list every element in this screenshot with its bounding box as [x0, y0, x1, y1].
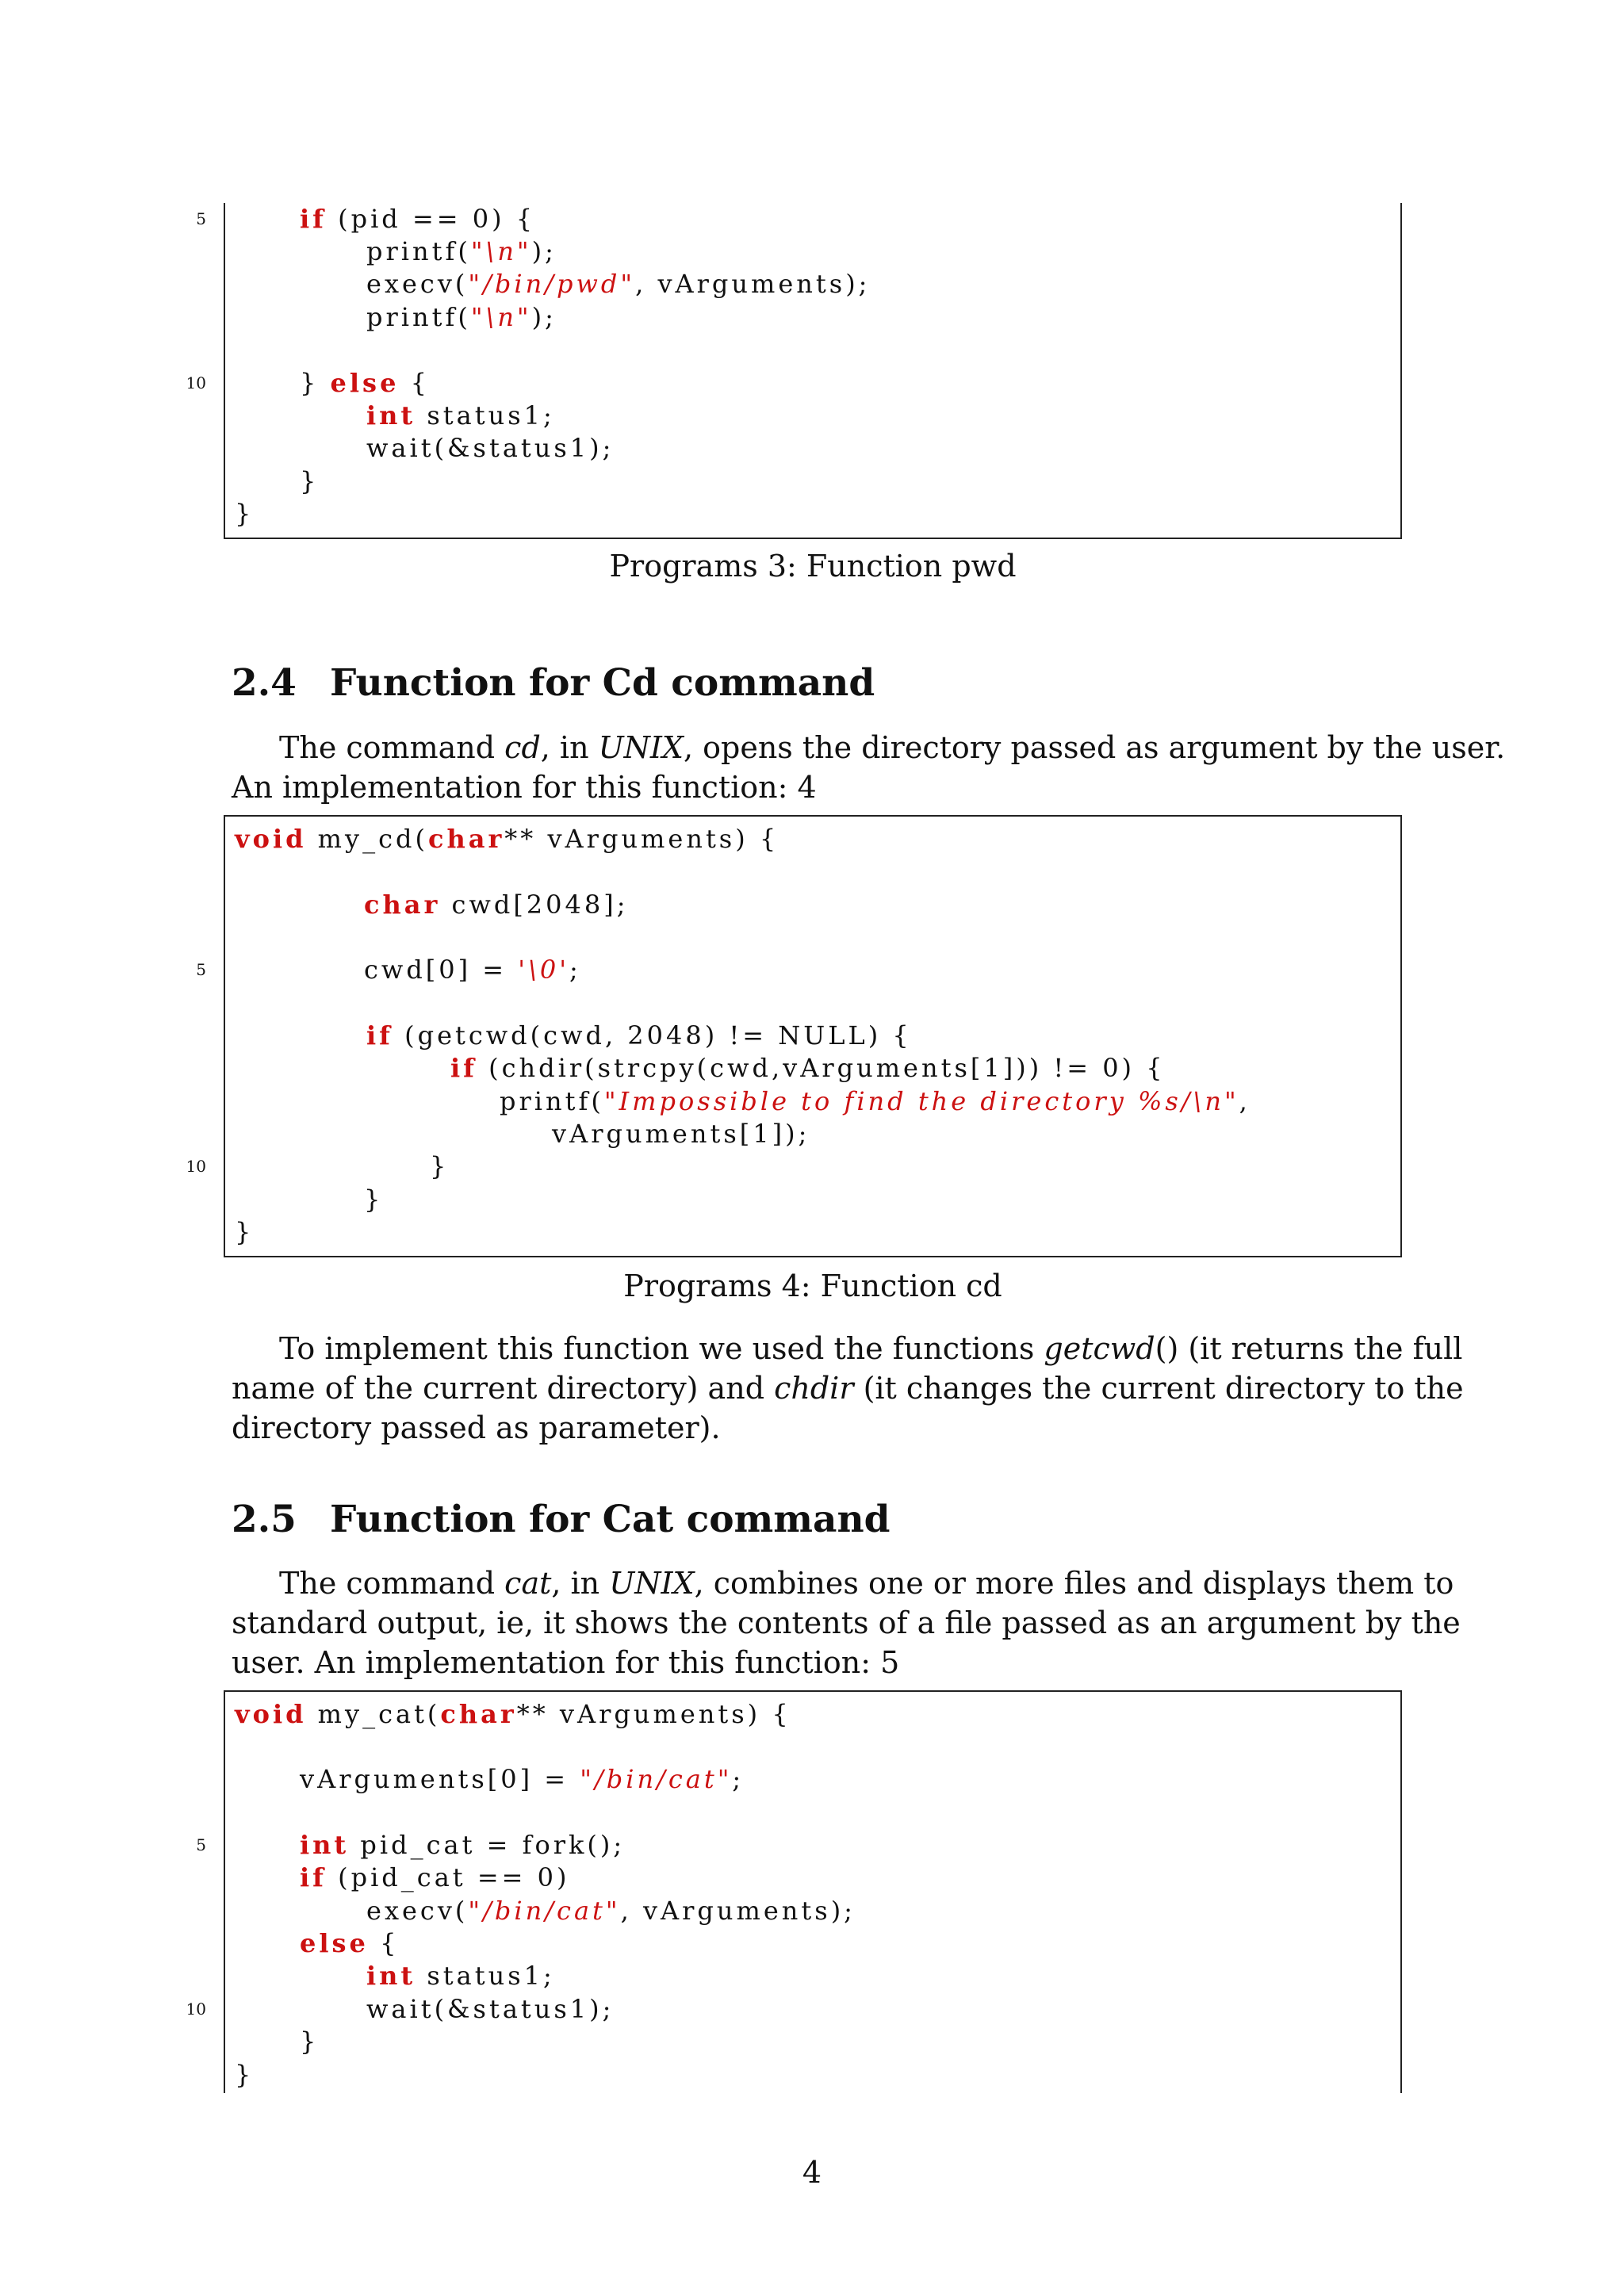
- code-line: [450, 1052, 1166, 1085]
- section-2-5-heading: [232, 1498, 891, 1542]
- code-line: [500, 1085, 1251, 1119]
- section-2-4-heading: [232, 661, 875, 706]
- code-keyword: char: [440, 1699, 517, 1729]
- code-text: , vArguments);: [635, 269, 871, 299]
- code-text: vArguments[1]);: [552, 1119, 810, 1149]
- code-keyword: char: [364, 890, 441, 920]
- code-text: printf(: [366, 302, 471, 332]
- code-text: (pid == 0) {: [326, 204, 536, 234]
- code-string: "Impossible to find the directory %s/\n": [603, 1086, 1239, 1116]
- code-keyword: int: [366, 400, 416, 430]
- code-text: execv(: [366, 269, 469, 299]
- line-number: 5: [196, 209, 206, 228]
- section-title: Function for Cat command: [330, 1498, 891, 1541]
- code-text: ,: [1239, 1086, 1251, 1116]
- paragraph-line: The command cat, in UNIX, combines one or more files and displays them to: [279, 1566, 1454, 1601]
- paragraph-line: standard output, ie, it shows the contents of a file passed as an argument by the: [232, 1605, 1461, 1640]
- code-text: {: [399, 368, 430, 398]
- code-keyword: char: [427, 824, 505, 854]
- code-text: ;: [732, 1764, 745, 1794]
- code-keyword: if: [300, 1862, 327, 1892]
- code-text: ** vArguments) {: [504, 824, 779, 854]
- paragraph-line: name of the current directory) and chdir (it changes the current directory to the: [232, 1371, 1464, 1406]
- code-text: }: [364, 1184, 384, 1215]
- code-text: );: [531, 302, 557, 332]
- code-line: [366, 400, 555, 433]
- section-number: 2.4: [232, 661, 297, 705]
- code-line: [430, 1150, 449, 1184]
- code-line: [366, 1020, 912, 1053]
- code-text: (pid_cat == 0): [326, 1862, 570, 1892]
- code-text: }: [235, 1217, 255, 1247]
- code-keyword: if: [300, 204, 327, 234]
- code-text: cwd[0] =: [364, 955, 519, 985]
- code-line: [300, 1927, 399, 1961]
- code-line: [364, 1184, 383, 1217]
- code-text: , vArguments);: [620, 1896, 856, 1926]
- paragraph-line: The command cd, in UNIX, opens the directory passed as argument by the user.: [279, 730, 1506, 765]
- code-keyword: else: [300, 1928, 369, 1958]
- code-string: "\n": [470, 302, 532, 332]
- code-text: (getcwd(cwd, 2048) != NULL) {: [393, 1020, 912, 1050]
- code-text: pid_cat = fork();: [349, 1830, 626, 1860]
- code-text: cwd[2048];: [440, 890, 629, 920]
- code-text: }: [300, 2026, 320, 2057]
- code-line: [366, 268, 870, 301]
- code-text: (chdir(strcpy(cwd,vArguments[1])) != 0) {: [477, 1053, 1166, 1083]
- line-number: 10: [186, 1157, 206, 1176]
- line-number: 5: [196, 1835, 206, 1854]
- listing-3-caption: Programs 3: Function pwd: [609, 549, 1017, 584]
- code-line: [300, 1862, 569, 1895]
- code-line: [235, 823, 779, 856]
- code-keyword: if: [366, 1020, 393, 1050]
- code-text: printf(: [500, 1086, 604, 1116]
- code-text: my_cat(: [306, 1699, 441, 1729]
- code-keyword: void: [235, 824, 307, 854]
- code-line: [366, 1895, 856, 1928]
- code-text: }: [235, 2060, 255, 2090]
- code-line: [300, 1829, 625, 1862]
- paragraph-line: To implement this function we used the functions getcwd() (it returns the full: [279, 1331, 1463, 1366]
- code-text: status1;: [416, 1961, 555, 1991]
- code-string: "/bin/pwd": [468, 269, 636, 299]
- code-keyword: int: [300, 1830, 350, 1860]
- code-line: [364, 954, 581, 987]
- code-keyword: else: [330, 368, 400, 398]
- paragraph-line: user. An implementation for this function: 5: [232, 1645, 900, 1680]
- code-line: [235, 1216, 254, 1249]
- code-line: [366, 235, 557, 269]
- line-number: 10: [186, 373, 206, 392]
- code-text: {: [368, 1928, 400, 1958]
- code-text: }: [430, 1151, 450, 1181]
- code-line: [235, 1698, 791, 1732]
- line-number: 10: [186, 1999, 206, 2019]
- code-line: [300, 2026, 319, 2059]
- code-keyword: if: [450, 1053, 477, 1083]
- code-line: [366, 432, 614, 465]
- code-string: "/bin/cat": [468, 1896, 621, 1926]
- page-number: 4: [802, 2155, 822, 2190]
- code-string: '\0': [518, 955, 570, 985]
- code-text: ;: [569, 955, 581, 985]
- code-line: [366, 301, 557, 335]
- section-number: 2.5: [232, 1498, 297, 1541]
- code-text: ** vArguments) {: [516, 1699, 791, 1729]
- code-text: }: [235, 499, 255, 529]
- line-number: 5: [196, 960, 206, 979]
- code-text: execv(: [366, 1896, 469, 1926]
- code-text: wait(&status1);: [366, 1994, 615, 2024]
- code-text: );: [531, 236, 557, 266]
- code-text: }: [300, 368, 331, 398]
- code-line: [300, 367, 430, 400]
- code-text: wait(&status1);: [366, 433, 615, 463]
- code-line: [235, 498, 254, 531]
- code-line: [300, 1763, 744, 1797]
- section-title: Function for Cd command: [330, 661, 875, 705]
- code-text: status1;: [416, 400, 555, 430]
- code-line: [552, 1118, 810, 1151]
- paragraph-line: An implementation for this function: 4: [232, 770, 817, 805]
- code-text: }: [300, 466, 320, 496]
- code-line: [235, 2059, 254, 2092]
- code-text: my_cd(: [306, 824, 428, 854]
- code-line: [300, 203, 535, 236]
- code-keyword: void: [235, 1699, 307, 1729]
- code-text: vArguments[0] =: [300, 1764, 580, 1794]
- paragraph-line: directory passed as parameter).: [232, 1410, 721, 1445]
- code-line: [300, 465, 319, 499]
- code-text: printf(: [366, 236, 471, 266]
- code-keyword: int: [366, 1961, 416, 1991]
- code-string: "\n": [470, 236, 532, 266]
- code-line: [364, 889, 629, 922]
- code-line: [366, 1993, 614, 2026]
- code-line: [366, 1960, 555, 1993]
- listing-4-caption: Programs 4: Function cd: [623, 1269, 1002, 1303]
- code-string: "/bin/cat": [580, 1764, 733, 1794]
